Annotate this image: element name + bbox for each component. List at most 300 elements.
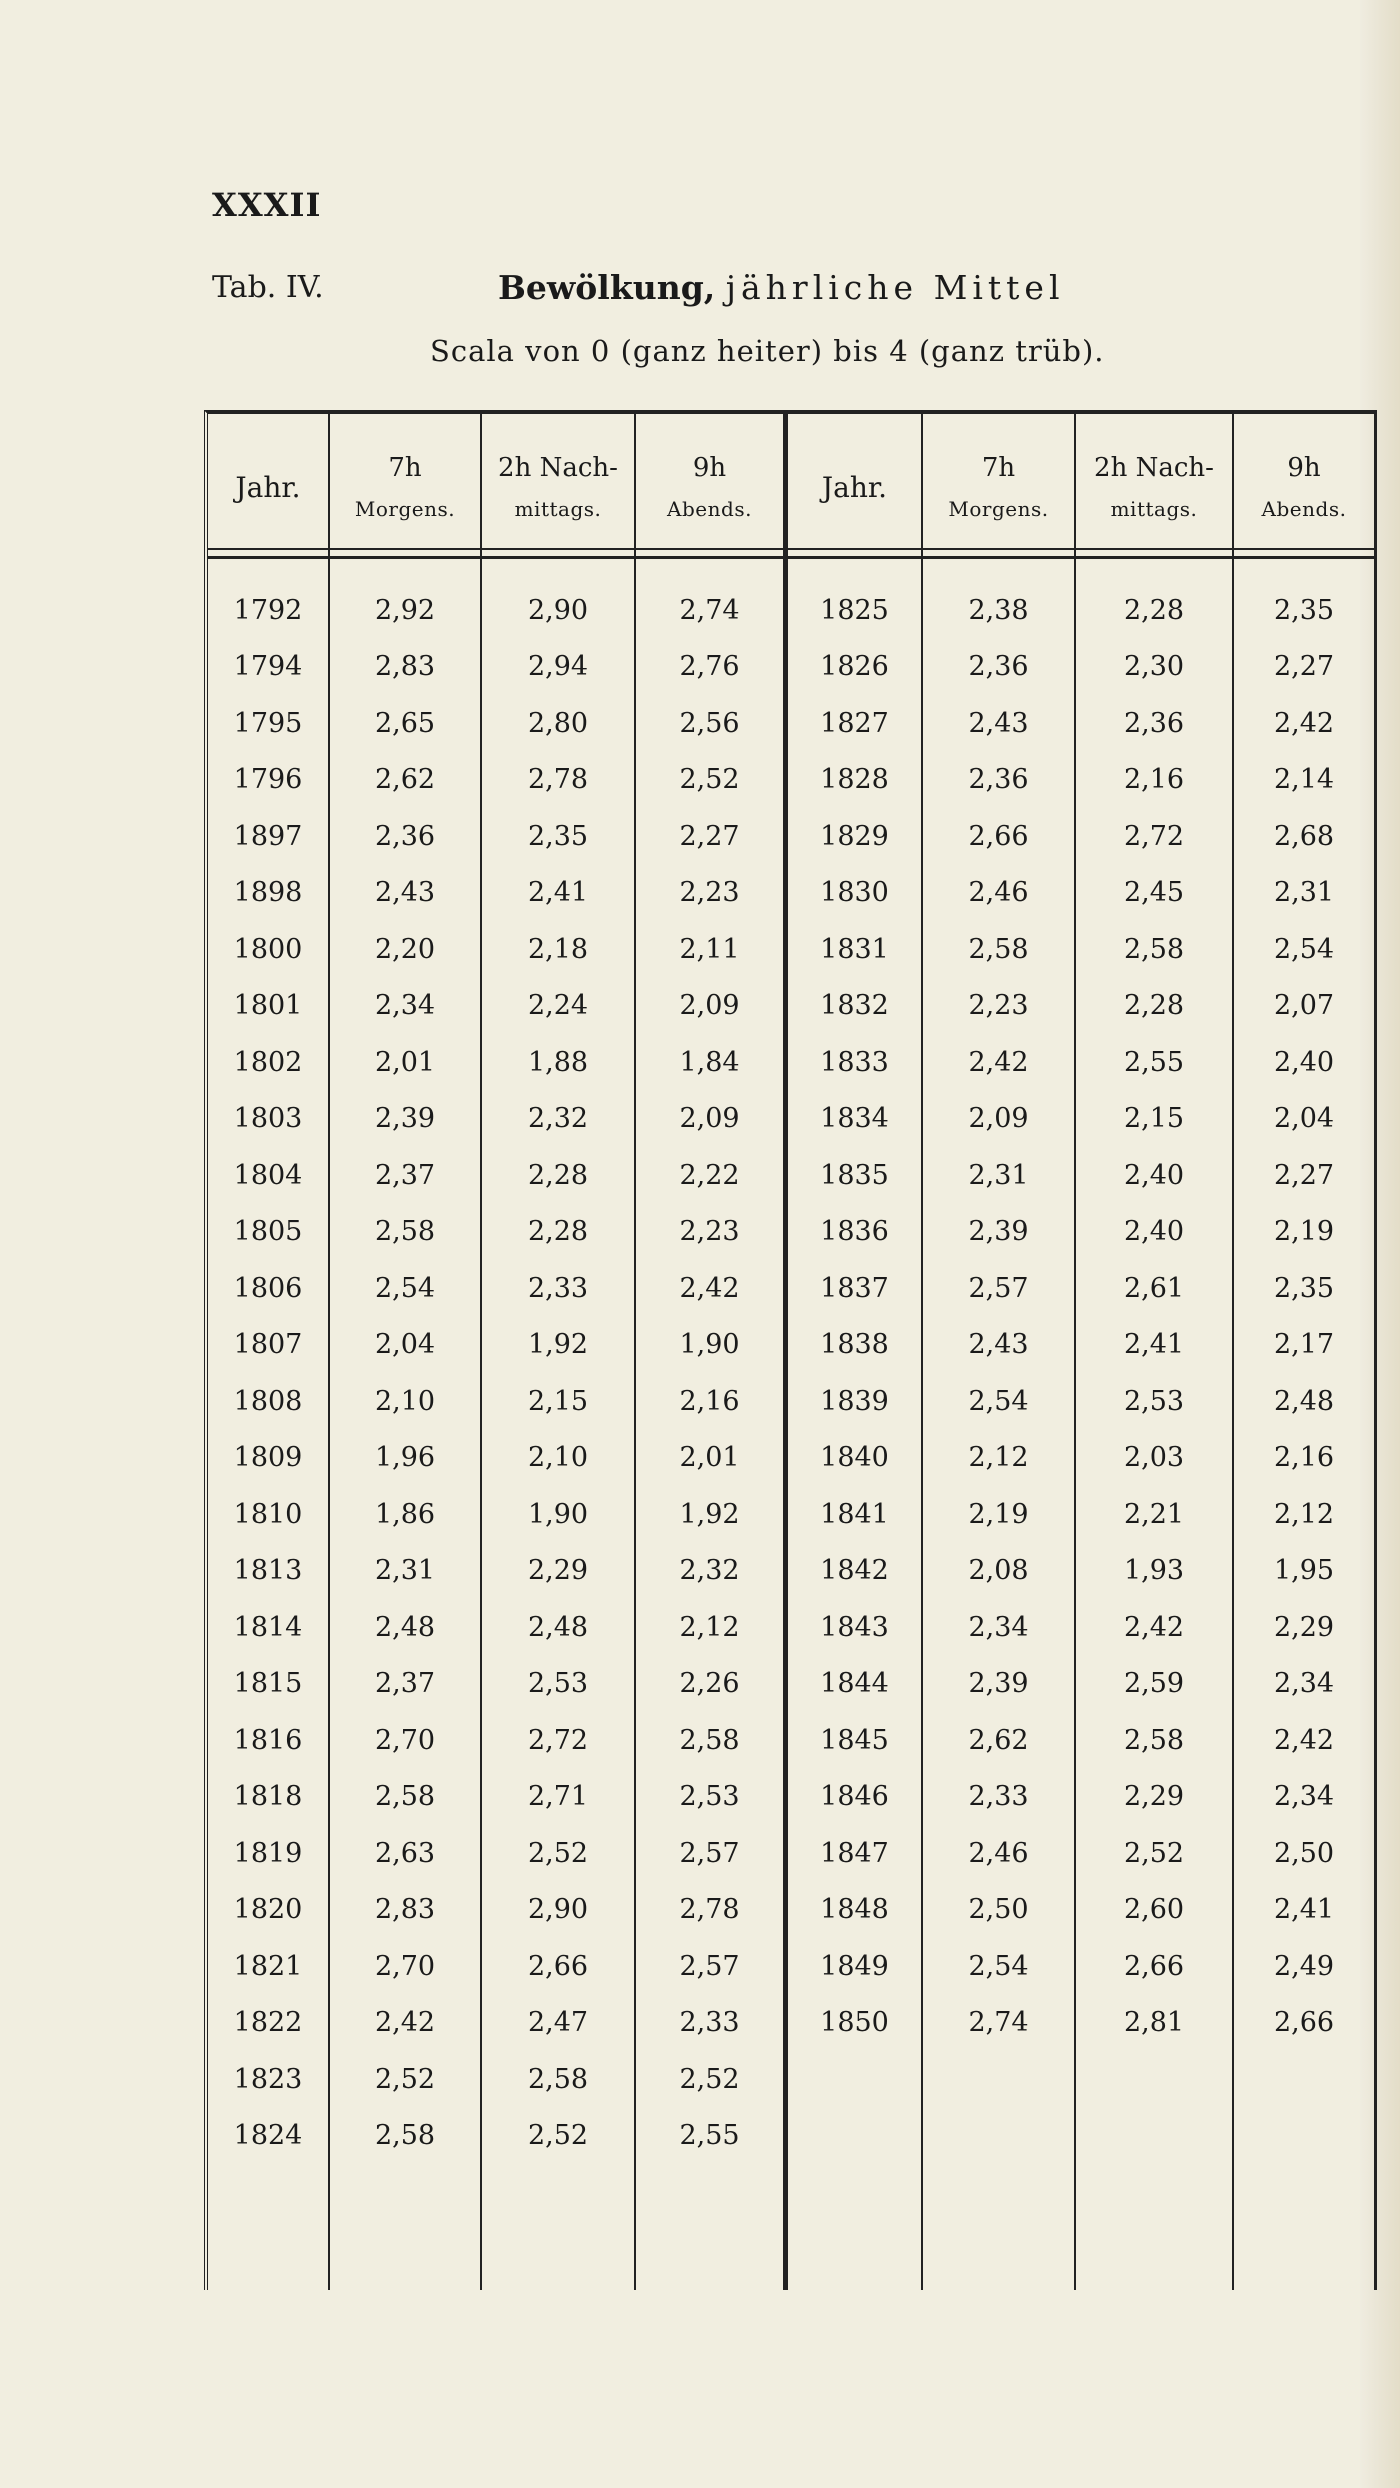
value-cell-left — [330, 1260, 480, 1316]
year-value: 1818 — [233, 1781, 303, 1812]
year-value: 1832 — [820, 990, 889, 1021]
year-cell-left — [208, 2108, 328, 2164]
cloudiness-value: 2,19 — [1273, 1216, 1335, 1247]
year-cell-right — [788, 1486, 921, 1542]
value-cell-left — [636, 808, 783, 864]
cloudiness-value: 2,28 — [1123, 990, 1185, 1021]
year-cell-left — [208, 1317, 328, 1373]
header-sublabel: mittags. — [1110, 497, 1198, 521]
cloudiness-value: 2,28 — [1123, 594, 1185, 626]
value-cell-right — [1234, 1656, 1374, 1712]
cloudiness-value: 2,12 — [968, 1442, 1029, 1473]
cloudiness-value: 2,50 — [968, 1894, 1029, 1925]
year-cell-left — [208, 1260, 328, 1316]
value-cell-right — [1076, 582, 1232, 638]
header-sublabel: Morgens. — [948, 497, 1049, 521]
year-cell-right — [788, 1430, 921, 1486]
value-cell-right — [1076, 1882, 1232, 1938]
header-sublabel: Abends. — [667, 497, 752, 521]
cloudiness-value: 2,58 — [374, 1781, 436, 1812]
header-afternoon-right — [1076, 432, 1232, 542]
cloudiness-value: 1,84 — [679, 1046, 740, 1078]
value-cell-left — [482, 2108, 634, 2164]
value-cell-left — [636, 1882, 783, 1938]
value-cell-left — [482, 978, 634, 1034]
value-cell-right — [1234, 695, 1374, 751]
year-value: 1898 — [233, 877, 303, 908]
cloudiness-value: 2,58 — [1123, 1724, 1185, 1756]
year-value: 1850 — [820, 2007, 889, 2038]
cloudiness-value: 2,57 — [679, 1950, 740, 1982]
year-value: 1825 — [820, 594, 889, 626]
value-cell-right — [1076, 1599, 1232, 1655]
year-value: 1808 — [233, 1385, 303, 1417]
value-cell-left — [482, 752, 634, 808]
year-cell-right — [788, 1938, 921, 1994]
value-cell-right — [1076, 752, 1232, 808]
value-cell-left — [636, 1599, 783, 1655]
year-cell-right — [788, 1091, 921, 1147]
cloudiness-value: 2,34 — [1273, 1781, 1335, 1812]
cloudiness-value: 2,43 — [968, 707, 1029, 739]
value-cell-right — [1076, 1091, 1232, 1147]
header-label: Jahr. — [821, 470, 888, 504]
value-cell-left — [330, 921, 480, 977]
cloudiness-value: 2,46 — [968, 1837, 1029, 1869]
year-value: 1804 — [233, 1159, 303, 1191]
year-cell-right — [788, 1543, 921, 1599]
value-cell-left — [330, 639, 480, 695]
value-cell-left — [636, 921, 783, 977]
value-cell-left — [636, 1091, 783, 1147]
cloudiness-value: 2,66 — [1123, 1950, 1185, 1982]
header-label: 7h — [981, 453, 1016, 483]
cloudiness-value: 2,48 — [374, 1611, 436, 1643]
cloudiness-value: 2,54 — [968, 1950, 1029, 1982]
cloudiness-value: 2,31 — [968, 1159, 1029, 1191]
year-cell-left — [208, 639, 328, 695]
header-label: 9h — [692, 453, 727, 483]
cloudiness-value: 2,17 — [1273, 1329, 1335, 1360]
cloudiness-value: 2,18 — [527, 933, 589, 965]
year-cell-left — [208, 1147, 328, 1203]
value-cell-left — [636, 978, 783, 1034]
value-cell-left — [636, 1769, 783, 1825]
value-cell-left — [330, 1486, 480, 1542]
value-cell-right — [923, 1995, 1074, 2051]
value-cell-left — [330, 978, 480, 1034]
value-cell-right — [1076, 1260, 1232, 1316]
cloudiness-value: 2,36 — [1123, 707, 1185, 739]
value-cell-left — [482, 1373, 634, 1429]
cloudiness-value: 2,12 — [679, 1611, 740, 1643]
cloudiness-value: 2,70 — [374, 1950, 436, 1982]
cloudiness-value: 2,04 — [374, 1329, 436, 1360]
cloudiness-value: 2,83 — [374, 1894, 436, 1925]
value-cell-right — [1076, 1147, 1232, 1203]
cloudiness-value: 1,92 — [679, 1498, 740, 1530]
value-cell-right — [1076, 921, 1232, 977]
year-value: 1810 — [233, 1498, 303, 1530]
cloudiness-value: 2,74 — [679, 594, 740, 626]
cloudiness-value: 2,78 — [527, 764, 589, 795]
cloudiness-value: 2,66 — [968, 820, 1029, 852]
value-cell-left — [482, 1938, 634, 1994]
cloudiness-value: 2,16 — [1273, 1442, 1335, 1473]
cloudiness-value: 2,34 — [374, 990, 436, 1021]
cloudiness-value: 2,29 — [1273, 1611, 1335, 1643]
year-cell-right — [788, 1204, 921, 1260]
value-cell-right — [1234, 1825, 1374, 1881]
cloudiness-value: 2,22 — [679, 1159, 740, 1191]
value-cell-right — [923, 1656, 1074, 1712]
year-value: 1828 — [820, 764, 889, 795]
cloudiness-value: 2,15 — [1123, 1103, 1185, 1134]
value-cell-left — [482, 639, 634, 695]
value-cell-right — [1076, 1204, 1232, 1260]
value-cell-right — [1076, 1938, 1232, 1994]
year-value: 1816 — [233, 1724, 303, 1756]
cloudiness-value: 2,50 — [1273, 1837, 1335, 1869]
value-cell-left — [482, 1825, 634, 1881]
title-bold: Bewölkung, — [498, 268, 716, 307]
cloudiness-value: 2,58 — [374, 2120, 436, 2151]
value-cell-left — [636, 752, 783, 808]
cloudiness-value: 2,42 — [968, 1046, 1029, 1078]
cloudiness-value: 1,92 — [527, 1329, 589, 1360]
cloudiness-value: 2,31 — [374, 1555, 436, 1586]
value-cell-right — [1234, 978, 1374, 1034]
cloudiness-value: 2,62 — [374, 764, 436, 795]
year-value: 1803 — [233, 1103, 303, 1134]
value-cell-right — [923, 1938, 1074, 1994]
year-value: 1897 — [233, 820, 303, 852]
value-cell-right — [923, 639, 1074, 695]
year-value: 1842 — [820, 1555, 889, 1586]
cloudiness-value: 2,58 — [1123, 933, 1185, 965]
year-cell-left — [208, 1091, 328, 1147]
cloudiness-value: 2,52 — [679, 2063, 740, 2095]
cloudiness-value: 2,33 — [527, 1272, 589, 1304]
cloudiness-value: 2,74 — [968, 2007, 1029, 2038]
cloudiness-value: 2,52 — [1123, 1837, 1185, 1869]
value-cell-left — [636, 582, 783, 638]
header-label: 7h — [388, 453, 422, 483]
year-value: 1814 — [233, 1611, 303, 1643]
cloudiness-value: 2,53 — [679, 1781, 740, 1812]
year-cell-right — [788, 1317, 921, 1373]
value-cell-left — [482, 1034, 634, 1090]
cloudiness-value: 2,34 — [968, 1611, 1029, 1643]
value-cell-right — [1234, 1995, 1374, 2051]
value-cell-left — [636, 1712, 783, 1768]
value-cell-left — [330, 1656, 480, 1712]
year-cell-right — [788, 1995, 921, 2051]
year-cell-right — [788, 1882, 921, 1938]
header-evening-right — [1234, 432, 1374, 542]
value-cell-right — [923, 921, 1074, 977]
value-cell-right — [1234, 1938, 1374, 1994]
value-cell-left — [330, 1034, 480, 1090]
value-cell-right — [1234, 921, 1374, 977]
value-cell-left — [636, 1260, 783, 1316]
cloudiness-value: 2,28 — [527, 1159, 589, 1191]
value-cell-right — [1076, 978, 1232, 1034]
value-cell-left — [636, 1034, 783, 1090]
year-cell-right — [788, 1034, 921, 1090]
value-cell-left — [482, 1769, 634, 1825]
cloudiness-value: 2,32 — [679, 1555, 740, 1586]
year-cell-left — [208, 1938, 328, 1994]
year-cell-left — [208, 1373, 328, 1429]
value-cell-left — [330, 1543, 480, 1599]
cloudiness-value: 2,37 — [374, 1159, 436, 1191]
value-cell-right — [923, 865, 1074, 921]
year-value: 1802 — [233, 1046, 303, 1078]
value-cell-right — [1234, 1712, 1374, 1768]
cloudiness-value: 1,90 — [527, 1498, 589, 1530]
value-cell-left — [482, 582, 634, 638]
value-cell-right — [923, 1317, 1074, 1373]
value-cell-left — [636, 2108, 783, 2164]
value-cell-left — [330, 1373, 480, 1429]
value-cell-right — [923, 1543, 1074, 1599]
value-cell-right — [1076, 1430, 1232, 1486]
value-cell-left — [636, 865, 783, 921]
header-label: 9h — [1287, 453, 1321, 483]
value-cell-right — [923, 752, 1074, 808]
value-cell-left — [636, 1543, 783, 1599]
value-cell-right — [923, 1034, 1074, 1090]
value-cell-right — [923, 1599, 1074, 1655]
year-value: 1841 — [820, 1498, 889, 1530]
cloudiness-value: 2,34 — [1273, 1668, 1335, 1699]
cloudiness-value: 2,78 — [679, 1894, 740, 1925]
year-value: 1792 — [233, 594, 303, 626]
cloudiness-value: 2,54 — [968, 1385, 1029, 1417]
cloudiness-value: 2,56 — [679, 707, 740, 739]
value-cell-right — [923, 1825, 1074, 1881]
value-cell-right — [1234, 1486, 1374, 1542]
year-cell-right — [788, 639, 921, 695]
cloudiness-value: 2,42 — [374, 2007, 436, 2038]
cloudiness-value: 2,40 — [1123, 1216, 1185, 1247]
year-cell-left — [208, 1599, 328, 1655]
cloudiness-value: 2,42 — [679, 1272, 740, 1304]
year-cell-left — [208, 808, 328, 864]
header-year-left — [208, 432, 328, 542]
value-cell-left — [330, 2108, 480, 2164]
header-year-right — [788, 432, 921, 542]
cloudiness-value: 2,27 — [1273, 1159, 1335, 1191]
value-cell-left — [482, 2051, 634, 2107]
value-cell-right — [1076, 695, 1232, 751]
value-cell-right — [1234, 1147, 1374, 1203]
cloudiness-value: 2,40 — [1273, 1046, 1335, 1078]
cloudiness-value: 2,10 — [527, 1442, 589, 1473]
year-cell-right — [788, 808, 921, 864]
cloudiness-value: 2,23 — [968, 990, 1029, 1021]
cloudiness-value: 2,53 — [1123, 1385, 1185, 1417]
value-cell-left — [482, 1091, 634, 1147]
value-cell-left — [330, 1995, 480, 2051]
year-value: 1815 — [233, 1668, 303, 1699]
value-cell-left — [482, 1147, 634, 1203]
value-cell-left — [482, 1317, 634, 1373]
value-cell-right — [923, 1147, 1074, 1203]
cloudiness-value: 2,55 — [679, 2120, 740, 2151]
header-rule — [208, 548, 1374, 559]
cloudiness-value: 2,66 — [1273, 2007, 1335, 2038]
cloudiness-value: 2,39 — [374, 1103, 436, 1134]
value-cell-left — [482, 1430, 634, 1486]
cloudiness-value: 2,28 — [527, 1216, 589, 1247]
value-cell-left — [330, 695, 480, 751]
cloudiness-value: 2,58 — [968, 933, 1029, 965]
year-cell-left — [208, 1825, 328, 1881]
value-cell-left — [482, 1995, 634, 2051]
cloudiness-value: 2,68 — [1273, 820, 1335, 852]
value-cell-right — [923, 582, 1074, 638]
value-cell-left — [330, 1430, 480, 1486]
value-cell-right — [1234, 1034, 1374, 1090]
value-cell-right — [1076, 1317, 1232, 1373]
year-cell-left — [208, 1204, 328, 1260]
value-cell-left — [482, 865, 634, 921]
cloudiness-value: 2,23 — [679, 877, 740, 908]
header-evening-left — [636, 432, 783, 542]
value-cell-right — [1234, 1204, 1374, 1260]
year-value: 1849 — [820, 1950, 889, 1982]
value-cell-left — [330, 1712, 480, 1768]
cloudiness-value: 2,30 — [1123, 651, 1185, 682]
value-cell-left — [330, 865, 480, 921]
year-value: 1819 — [233, 1837, 303, 1869]
year-cell-right — [788, 1825, 921, 1881]
cloudiness-value: 2,42 — [1273, 1724, 1335, 1756]
year-value: 1830 — [820, 877, 889, 908]
year-value: 1827 — [820, 707, 889, 739]
value-cell-right — [1234, 1373, 1374, 1429]
year-value: 1806 — [233, 1272, 303, 1304]
value-cell-right — [923, 978, 1074, 1034]
year-cell-right — [788, 752, 921, 808]
year-value: 1796 — [233, 764, 303, 795]
cloudiness-value: 2,09 — [968, 1103, 1029, 1134]
value-cell-left — [482, 695, 634, 751]
year-value: 1839 — [820, 1385, 889, 1417]
cloudiness-value: 2,27 — [679, 820, 740, 852]
year-cell-left — [208, 1430, 328, 1486]
year-value: 1794 — [233, 651, 303, 682]
cloudiness-value: 2,09 — [679, 1103, 740, 1134]
header-label: 2h Nach- — [1094, 453, 1214, 483]
cloudiness-value: 2,49 — [1273, 1950, 1335, 1982]
cloudiness-value: 2,36 — [968, 651, 1029, 682]
value-cell-left — [330, 2051, 480, 2107]
cloudiness-value: 2,42 — [1273, 707, 1335, 739]
value-cell-right — [1076, 1712, 1232, 1768]
cloudiness-value: 2,72 — [1123, 820, 1185, 852]
value-cell-right — [923, 1882, 1074, 1938]
header-afternoon-left — [482, 432, 634, 542]
value-cell-right — [923, 1769, 1074, 1825]
year-cell-right — [788, 978, 921, 1034]
value-cell-left — [636, 1204, 783, 1260]
cloudiness-value: 2,59 — [1123, 1668, 1185, 1699]
year-cell-left — [208, 1769, 328, 1825]
year-cell-right — [788, 582, 921, 638]
cloudiness-value: 2,92 — [374, 594, 436, 626]
value-cell-left — [636, 1995, 783, 2051]
cloudiness-value: 1,95 — [1273, 1555, 1335, 1586]
year-cell-left — [208, 1882, 328, 1938]
value-cell-left — [482, 1882, 634, 1938]
value-cell-right — [1076, 1656, 1232, 1712]
year-value: 1834 — [820, 1103, 889, 1134]
value-cell-left — [330, 1147, 480, 1203]
value-cell-left — [636, 1317, 783, 1373]
cloudiness-value: 2,52 — [679, 764, 740, 795]
value-cell-left — [330, 1204, 480, 1260]
cloudiness-value: 2,01 — [679, 1442, 740, 1473]
value-cell-left — [330, 1882, 480, 1938]
cloudiness-value: 2,08 — [968, 1555, 1029, 1586]
value-cell-right — [923, 1204, 1074, 1260]
cloudiness-value: 2,48 — [527, 1611, 589, 1643]
cloudiness-table — [204, 410, 1377, 2290]
cloudiness-value: 1,88 — [527, 1046, 589, 1078]
cloudiness-value: 2,11 — [679, 933, 740, 965]
cloudiness-value: 2,41 — [1123, 1329, 1185, 1360]
cloudiness-value: 2,43 — [968, 1329, 1029, 1360]
cloudiness-value: 2,33 — [968, 1781, 1029, 1812]
year-cell-right — [788, 695, 921, 751]
year-cell-left — [208, 1543, 328, 1599]
value-cell-right — [923, 1712, 1074, 1768]
value-cell-right — [1234, 1430, 1374, 1486]
cloudiness-value: 2,90 — [527, 1894, 589, 1925]
year-cell-left — [208, 1995, 328, 2051]
cloudiness-value: 2,35 — [527, 820, 589, 852]
value-cell-right — [1076, 1769, 1232, 1825]
year-cell-right — [788, 1599, 921, 1655]
value-cell-right — [1076, 865, 1232, 921]
value-cell-left — [330, 582, 480, 638]
cloudiness-value: 2,55 — [1123, 1046, 1185, 1078]
cloudiness-value: 2,42 — [1123, 1611, 1185, 1643]
value-cell-left — [636, 1147, 783, 1203]
cloudiness-value: 2,71 — [527, 1781, 589, 1812]
year-value: 1843 — [820, 1611, 889, 1643]
cloudiness-value: 2,63 — [374, 1837, 436, 1869]
value-cell-right — [923, 1260, 1074, 1316]
cloudiness-value: 2,39 — [968, 1216, 1029, 1247]
value-cell-right — [1234, 1317, 1374, 1373]
value-cell-left — [482, 1599, 634, 1655]
cloudiness-value: 2,20 — [374, 933, 436, 965]
cloudiness-value: 2,76 — [679, 651, 740, 682]
year-cell-left — [208, 1486, 328, 1542]
cloudiness-value: 2,47 — [527, 2007, 589, 2038]
header-morning-right — [923, 432, 1074, 542]
cloudiness-value: 2,52 — [374, 2063, 436, 2095]
cloudiness-value: 2,65 — [374, 707, 436, 739]
cloudiness-value: 2,62 — [968, 1724, 1029, 1756]
value-cell-left — [482, 1204, 634, 1260]
value-cell-right — [1234, 1599, 1374, 1655]
year-value: 1805 — [233, 1216, 303, 1247]
